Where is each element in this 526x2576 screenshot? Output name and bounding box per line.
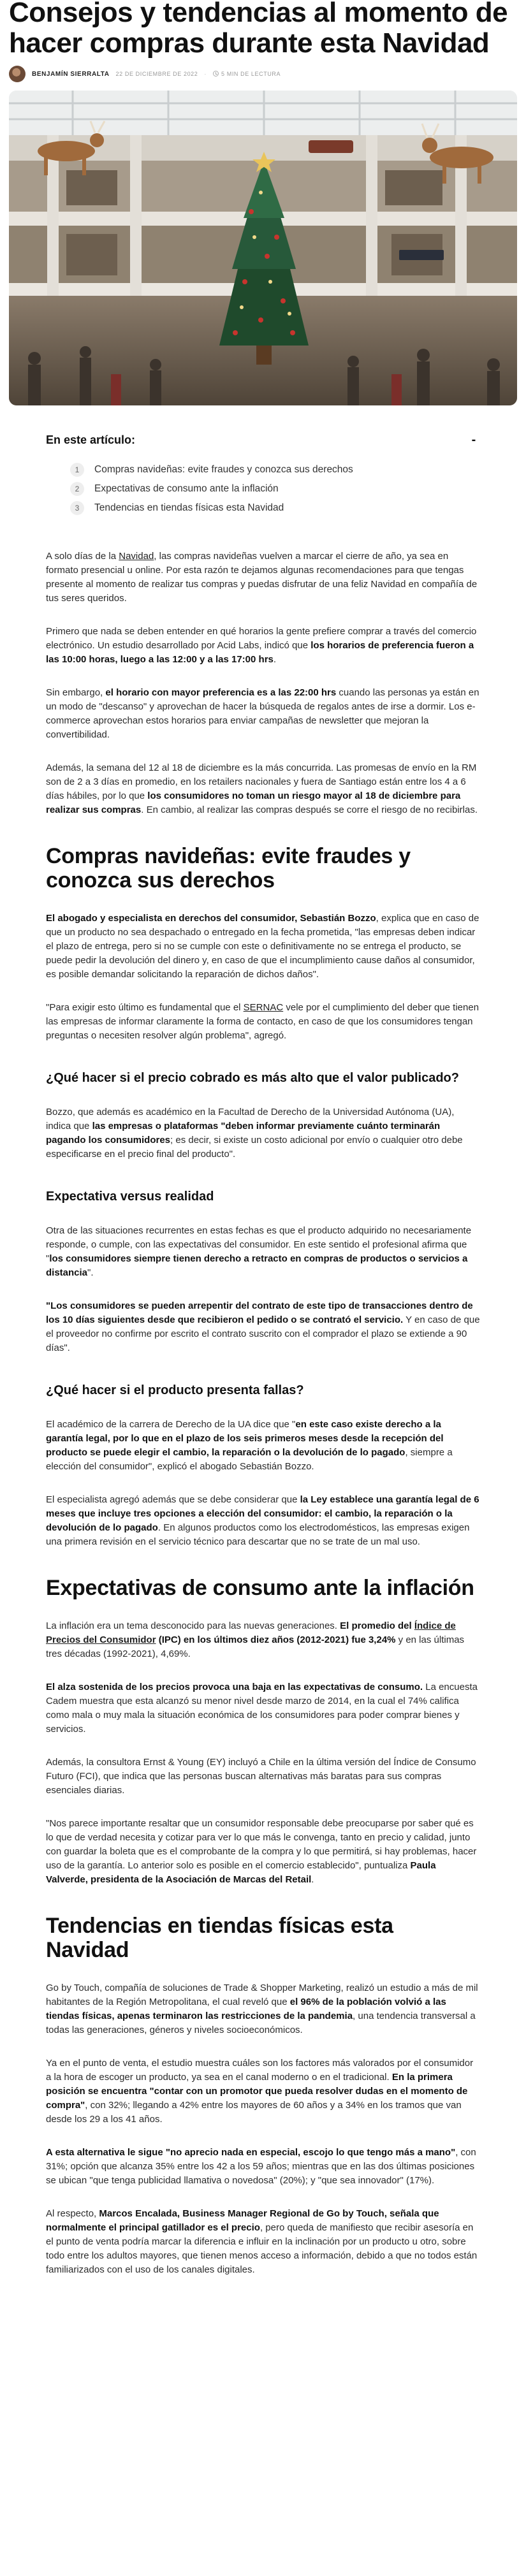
author-avatar[interactable] xyxy=(9,66,26,82)
text: , siempre a elección del consumidor", explicó el abogado Sebastián Bozzo. xyxy=(46,1447,453,1472)
bold-text: el 96% de la población volvió a las tiendas físicas, apenas terminaron las restricciones de la pandemia xyxy=(46,1997,446,2021)
text: ". xyxy=(87,1267,94,1278)
text: Y en caso de que el proveedor no confirme por escrito el contrato suscrito con el comprador el plazo se extiende a 90 días". xyxy=(46,1314,480,1353)
article-header xyxy=(0,0,526,85)
text: vele por el cumplimiento del deber que tienen las empresas de informar claramente la forma de contacto, en caso de que los consumidores tengan preguntas o necesiten resolver algún problema", agregó. xyxy=(46,1002,479,1041)
toc-item[interactable] xyxy=(70,479,480,498)
publish-date: 22 DE DICIEMBRE DE 2022 xyxy=(115,71,198,77)
text: El académico de la carrera de Derecho de la UA dice que " xyxy=(46,1419,296,1430)
text: ; es decir, si existe un costo adicional por envío o cualquier otro debe especificarse en el precio final del producto". xyxy=(46,1135,463,1160)
read-time-label: 5 MIN DE LECTURA xyxy=(221,71,281,77)
paragraph xyxy=(46,912,480,982)
paragraph xyxy=(46,1817,480,1887)
text: Go by Touch, compañía de soluciones de Trade & Shopper Marketing, realizó un estudio a más de mil habitantes de la Región Metropolitana, el cual reveló que xyxy=(46,1983,478,2007)
text: , una tendencia transversal a todas las generaciones, géneros y niveles socioeconómicos. xyxy=(46,2011,476,2035)
paragraph xyxy=(46,1981,480,2037)
text: La encuesta Cadem muestra que esta alcanzó su menor nivel desde marzo de 2014, en la cual el 74% califica como mala o muy mala la situación económica de los consumidores para poder comprar bienes y servicios. xyxy=(46,1682,478,1735)
toc-number: 1 xyxy=(70,463,84,477)
paragraph xyxy=(46,1299,480,1355)
clock-icon xyxy=(213,71,219,76)
section-heading-tendencias: Tendencias en tiendas físicas esta Navidad xyxy=(46,1914,393,1962)
paragraph xyxy=(46,549,480,606)
text: y en las últimas tres décadas (1992-2021), 4,69%. xyxy=(46,1634,465,1659)
table-of-contents xyxy=(46,432,480,518)
text: . xyxy=(273,654,277,665)
read-time xyxy=(213,71,281,77)
bold-text: El alza sostenida de los precios provoca una baja en las expectativas de consumo. xyxy=(46,1682,423,1692)
section-heading-fraudes: Compras navideñas: evite fraudes y conozca sus derechos xyxy=(46,844,411,892)
paragraph xyxy=(46,686,480,742)
text: , las compras navideñas vuelven a marcar el cierre de año, ya sea en formato presencial u online. Por esta razón te dejamos algunas recomendaciones para que tengas presente al momento de realizar tus compras y puedas disfrutar de una feliz Navidad en compañía de tus seres queridos. xyxy=(46,551,478,604)
meta-separator: · xyxy=(204,71,207,77)
paragraph xyxy=(46,2056,480,2127)
mall-christmas-illustration xyxy=(9,91,517,405)
toc-link[interactable]: Compras navideñas: evite fraudes y conozca sus derechos xyxy=(94,464,353,475)
toc-item[interactable] xyxy=(70,460,480,479)
text: Otra de las situaciones recurrentes en estas fechas es que el producto adquirido no necesariamente responde, o cumple, con las expectativas del consumidor. En este sentido el profesional afirma que " xyxy=(46,1225,472,1264)
paragraph xyxy=(46,2146,480,2188)
ipc-link[interactable]: Índice de Precios del Consumidor xyxy=(46,1620,456,1645)
toc-title: En este artículo: xyxy=(46,433,136,446)
paragraph xyxy=(46,1224,480,1280)
bold-text: en este caso existe derecho a la garantía legal, por lo que en el plazo de los seis primeros meses desde la recepción del producto se puede elegir el cambio, la reparación o la devolución de lo pagado xyxy=(46,1419,444,1458)
bold-text: Paula Valverde, presidenta de la Asociación de Marcas del Retail xyxy=(46,1860,436,1885)
author-name[interactable]: BENJAMÍN SIERRALTA xyxy=(32,70,110,78)
navidad-link[interactable]: Navidad xyxy=(119,551,154,562)
bold-text: los consumidores siempre tienen derecho a retracto en compras de productos o servicios a distancia xyxy=(46,1253,468,1278)
paragraph xyxy=(46,1493,480,1549)
bold-text: (IPC) en los últimos diez años (2012-2021) fue 3,24% xyxy=(156,1634,396,1645)
toc-link[interactable]: Tendencias en tiendas físicas esta Navidad xyxy=(94,502,284,513)
text: Además, la semana del 12 al 18 de diciembre es la más concurrida. Las promesas de envío en la RM son de 2 a 3 días en promedio, en los retailers nacionales y fuera de Santiago están entre los 4 a 6 días hábiles, por lo que xyxy=(46,762,477,801)
hero-image xyxy=(9,91,517,405)
subheading-expectativa: Expectativa versus realidad xyxy=(46,1190,214,1204)
text: Primero que nada se deben entender en qué horarios la gente prefiere comprar a través del comercio electrónico. Un estudio desarrollado por Acid Labs, indicó que xyxy=(46,626,477,651)
section-heading-inflacion: Expectativas de consumo ante la inflación xyxy=(46,1576,474,1600)
text: , con 32%; llegando a 42% entre los mayores de 60 años y a 34% en los tramos que van desde los 29 a los 41 años. xyxy=(46,2100,462,2125)
bold-text: la Ley establece una garantía legal de 6 meses que incluye tres opciones a elección del consumidor: el cambio, la reparación o la devolución de lo pagado xyxy=(46,1494,479,1533)
text: "Nos parece importante resaltar que un consumidor responsable debe preocuparse por saber qué es lo que de verdad necesita y cotizar para ver lo que más le convenga, tanto en precio y calidad, junto con guardar la boleta que es el comprobante de la compra y lo que permitirá, si hay problemas, hacer uso de la garantía. Lo anterior solo es posible en el comercio establecido", puntualiza xyxy=(46,1818,477,1871)
text: , pero queda de manifiesto que recibir asesoría en el punto de venta podría marcar la diferencia e influir en la inclinación por un producto u otro, sobre todo entre los adultos mayores, que tienen menos acceso a información, debido a que no todos están familiarizados con el uso de los canales digitales. xyxy=(46,2222,478,2275)
text: . xyxy=(311,1874,314,1885)
text: "Para exigir esto último es fundamental que el xyxy=(46,1002,244,1013)
toc-number: 2 xyxy=(70,482,84,496)
text: . En cambio, al realizar las compras después se corre el riesgo de no recibirlas. xyxy=(141,804,478,815)
bold-text: Marcos Encalada, Business Manager Regional de Go by Touch, señala que normalmente el principal gatillador es el precio xyxy=(46,2208,439,2233)
toc-number: 3 xyxy=(70,501,84,515)
subheading-precio: ¿Qué hacer si el precio cobrado es más alto que el valor publicado? xyxy=(46,1071,459,1085)
paragraph xyxy=(46,1001,480,1043)
text: , con 31%; opción que alcanza 35% entre los 42 a los 59 años; mientras que en las dos últimas posiciones se ubican "que tenga publicidad llamativa o novedosa" (20%); y "que sea innovador" (17%). xyxy=(46,2147,476,2186)
toc-list xyxy=(46,460,480,518)
text: cuando las personas ya están en un modo de "descanso" y aprovechan de hacer la búsqueda de regalos antes de irse a dormir. Los e-commerce aprovechan estos horarios para enviar campañas de newsletter que mejoran la convertibilidad. xyxy=(46,687,479,740)
paragraph xyxy=(46,2207,480,2277)
bold-text: las empresas o plataformas "deben informar previamente cuánto terminarán pagando los consumidores xyxy=(46,1121,441,1146)
paragraph xyxy=(46,625,480,667)
subheading-fallas: ¿Qué hacer si el producto presenta fallas? xyxy=(46,1383,304,1397)
article-title: Consejos y tendencias al momento de hacer compras durante esta Navidad xyxy=(9,0,508,59)
paragraph xyxy=(46,1418,480,1474)
text: Bozzo, que además es académico en la Facultad de Derecho de la Universidad Autónoma (UA), indica que xyxy=(46,1107,455,1132)
toc-item[interactable] xyxy=(70,498,480,518)
bold-text: El promedio del xyxy=(340,1620,414,1631)
text: Sin embargo, xyxy=(46,687,106,698)
toc-header[interactable] xyxy=(46,432,480,448)
article-meta xyxy=(9,62,517,85)
text: . En algunos productos como los electrodomésticos, las empresas exigen una primera revisión en el servicio técnico para descartar que no se trate de un mal uso. xyxy=(46,1522,470,1547)
bold-text: En la primera posición se encuentra "contar con un promotor que pueda resolver dudas en el momento de compra" xyxy=(46,2072,468,2111)
text: , explica que en caso de que un producto no sea despachado o entregado en la fecha prometida, "las empresas deben indicar el plazo de entrega, pero si no se cumple con este o definitivamente no se entrega el producto, se puede pedir la devolución del dinero y, en caso de que el incumplimiento cause daños al consumidor, es posible demandar solicitando la reparación de dichos daños". xyxy=(46,913,479,980)
bold-text: los horarios de preferencia fueron a las 10:00 horas, luego a las 12:00 y a las 17:00 hrs xyxy=(46,640,474,665)
bold-text: El abogado y especialista en derechos del consumidor, Sebastián Bozzo xyxy=(46,913,376,924)
bold-text: los consumidores no toman un riesgo mayor al 18 de diciembre para realizar sus compras xyxy=(46,790,461,815)
text: Al respecto, xyxy=(46,2208,99,2219)
bold-text: A esta alternativa le sigue "no aprecio nada en especial, escojo lo que tengo más a mano" xyxy=(46,2147,456,2158)
text: El especialista agregó además que se debe considerar que xyxy=(46,1494,300,1505)
paragraph xyxy=(46,1756,480,1798)
text: La inflación era un tema desconocido para las nuevas generaciones. xyxy=(46,1620,340,1631)
article-body xyxy=(0,432,526,2277)
bold-text: "Los consumidores se pueden arrepentir del contrato de este tipo de transacciones dentro de los 10 días siguientes desde que recibieron el pedido o se contrató el servicio. xyxy=(46,1300,473,1325)
paragraph xyxy=(46,761,480,817)
paragraph xyxy=(46,1680,480,1736)
bold-text: el horario con mayor preferencia es a las 22:00 hrs xyxy=(105,687,337,698)
text: Además, la consultora Ernst & Young (EY) incluyó a Chile en la última versión del Índice de Consumo Futuro (FCI), que indica que las personas buscan alternativas más baratas para sus compras esenciales diarias. xyxy=(46,1757,476,1796)
text: A solo días de la xyxy=(46,551,119,562)
paragraph xyxy=(46,1105,480,1161)
sernac-link[interactable]: SERNAC xyxy=(243,1002,284,1013)
text: Ya en el punto de venta, el estudio muestra cuáles son los factores más valorados por el consumidor a la hora de escoger un producto, ya sea en el canal moderno o en el tradicional. xyxy=(46,2058,474,2083)
toc-link[interactable]: Expectativas de consumo ante la inflación xyxy=(94,483,279,494)
paragraph xyxy=(46,1619,480,1661)
toc-collapse-icon[interactable]: - xyxy=(471,432,476,447)
